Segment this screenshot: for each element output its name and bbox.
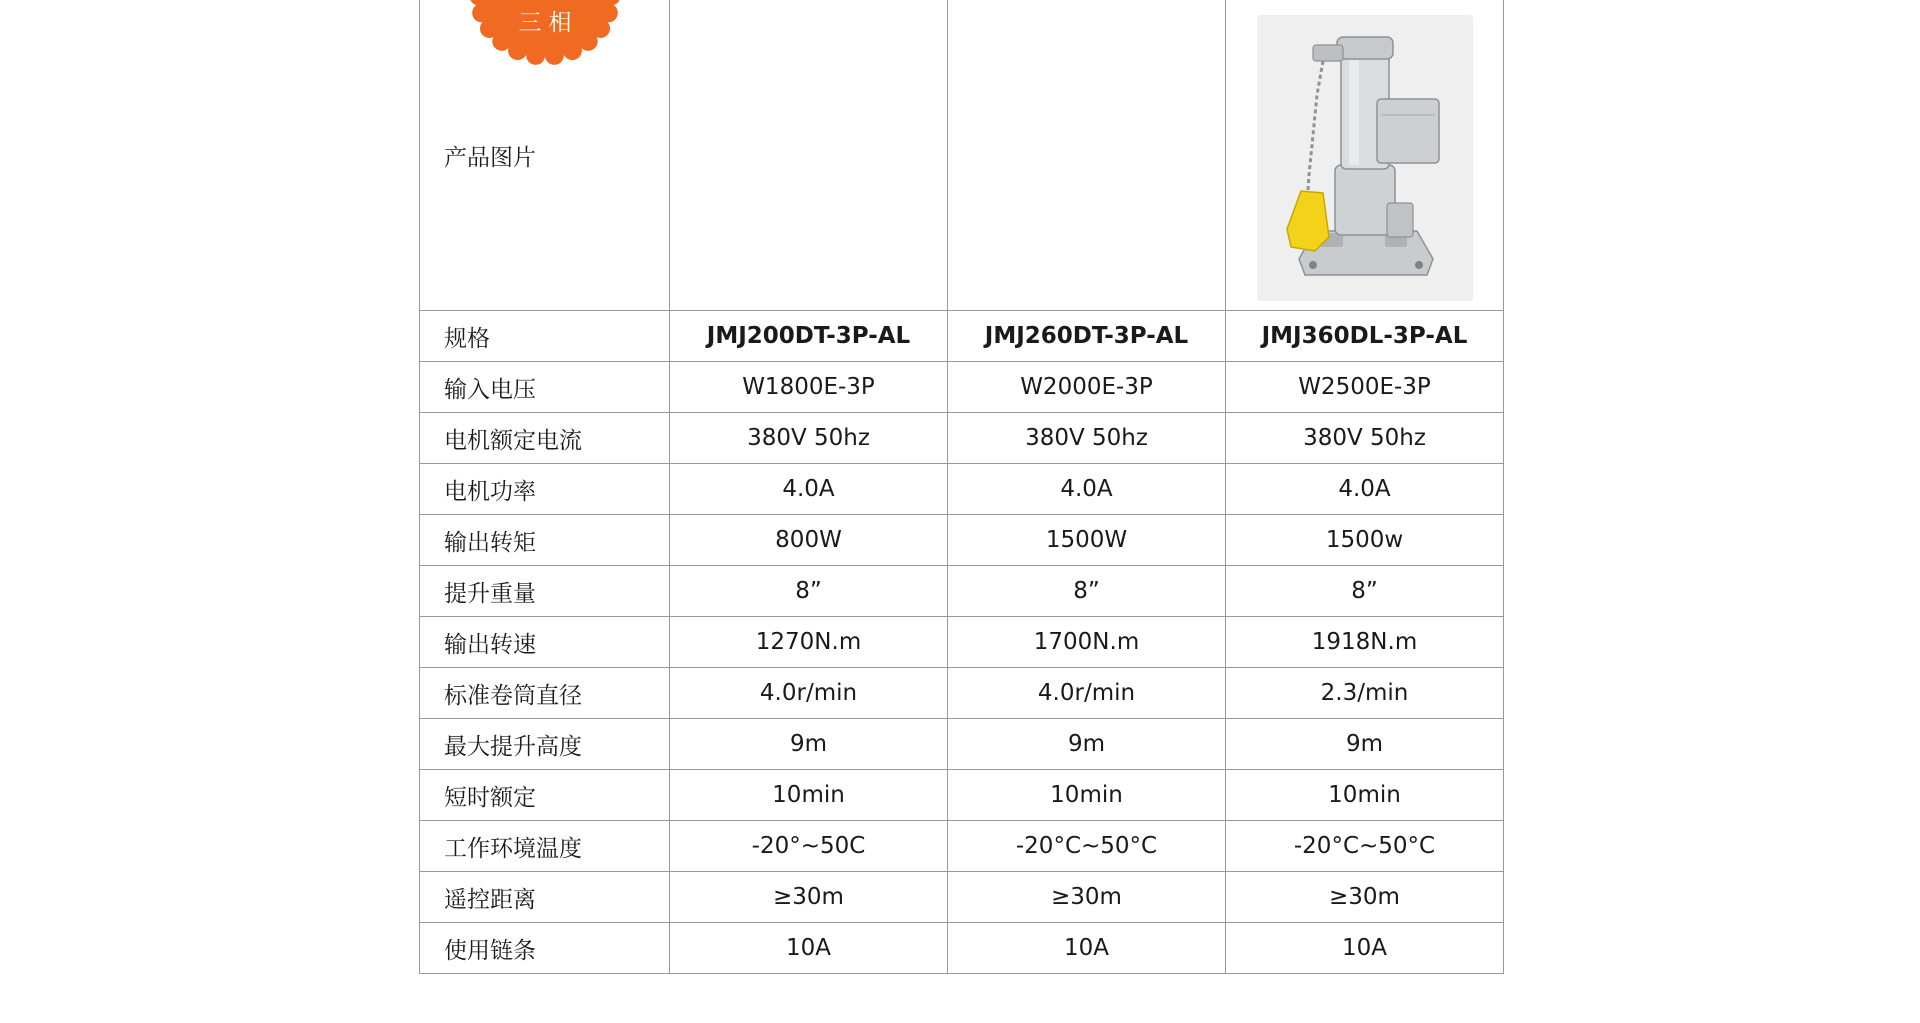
cell-value: 4.0r/min: [670, 668, 948, 719]
cell-value: 4.0A: [670, 464, 948, 515]
model-name: JMJ360DL-3P-AL: [1226, 311, 1504, 362]
cell-value: 8”: [948, 566, 1226, 617]
cell-value: W1800E-3P: [670, 362, 948, 413]
table-row: [420, 464, 1504, 515]
row-label: 输出转矩: [420, 515, 670, 566]
model-name: JMJ200DT-3P-AL: [670, 311, 948, 362]
cell-value: 1500w: [1226, 515, 1504, 566]
cell-value: ≥30m: [1226, 872, 1504, 923]
product-image-cell: [1226, 0, 1504, 311]
badge-label: 三相: [518, 10, 579, 36]
row-label: 输入电压: [420, 362, 670, 413]
table-row: [420, 770, 1504, 821]
product-image-cell-empty: [948, 0, 1226, 311]
cell-value: -20°~50C: [670, 821, 948, 872]
product-image-cell-empty: [670, 0, 948, 311]
badge-scallop: [545, 46, 564, 65]
header-label: 规格: [420, 311, 670, 362]
cell-value: 380V 50hz: [948, 413, 1226, 464]
table-row: [420, 821, 1504, 872]
cell-value: 9m: [1226, 719, 1504, 770]
table-row: [420, 923, 1504, 974]
table-row: [420, 515, 1504, 566]
cell-value: 1270N.m: [670, 617, 948, 668]
row-label: 遥控距离: [420, 872, 670, 923]
row-label: 标准卷筒直径: [420, 668, 670, 719]
row-label: 使用链条: [420, 923, 670, 974]
cell-value: 1700N.m: [948, 617, 1226, 668]
cell-value: -20°C~50°C: [1226, 821, 1504, 872]
cell-value: 380V 50hz: [1226, 413, 1504, 464]
cell-value: 1500W: [948, 515, 1226, 566]
cell-value: W2000E-3P: [948, 362, 1226, 413]
row-label: 电机功率: [420, 464, 670, 515]
row-label: 最大提升高度: [420, 719, 670, 770]
cell-value: -20°C~50°C: [948, 821, 1226, 872]
cell-value: 10min: [948, 770, 1226, 821]
cell-value: W2500E-3P: [1226, 362, 1504, 413]
cell-value: 10A: [670, 923, 948, 974]
table-row: [420, 668, 1504, 719]
cell-value: 4.0A: [948, 464, 1226, 515]
badge-scallop: [508, 41, 527, 60]
cell-value: 1918N.m: [1226, 617, 1504, 668]
row-label: 提升重量: [420, 566, 670, 617]
cell-value: 4.0A: [1226, 464, 1504, 515]
cell-value: 9m: [948, 719, 1226, 770]
cell-value: 4.0r/min: [948, 668, 1226, 719]
cell-value: ≥30m: [948, 872, 1226, 923]
product-photo: [1257, 15, 1473, 301]
row-label: 输出转速: [420, 617, 670, 668]
cell-value: 8”: [1226, 566, 1504, 617]
cell-value: 10A: [948, 923, 1226, 974]
table-row: [420, 566, 1504, 617]
table-row: [420, 617, 1504, 668]
cell-value: 10min: [1226, 770, 1504, 821]
table-row: [420, 362, 1504, 413]
table-row: [420, 872, 1504, 923]
badge-scallop: [563, 41, 582, 60]
cell-value: 10A: [1226, 923, 1504, 974]
row-label: 电机额定电流: [420, 413, 670, 464]
row-label: 短时额定: [420, 770, 670, 821]
three-phase-badge: [470, 0, 620, 70]
table-row: [420, 413, 1504, 464]
cell-value: ≥30m: [670, 872, 948, 923]
image-row-label: 产品图片: [420, 0, 670, 311]
cell-value: 9m: [670, 719, 948, 770]
spec-table: [419, 0, 1504, 974]
row-label: 工作环境温度: [420, 821, 670, 872]
model-name: JMJ260DT-3P-AL: [948, 311, 1226, 362]
cell-value: 800W: [670, 515, 948, 566]
badge-scallop: [526, 46, 545, 65]
cell-value: 8”: [670, 566, 948, 617]
table-row: [420, 719, 1504, 770]
cell-value: 10min: [670, 770, 948, 821]
cell-value: 380V 50hz: [670, 413, 948, 464]
cell-value: 2.3/min: [1226, 668, 1504, 719]
model-header-row: [420, 311, 1504, 362]
